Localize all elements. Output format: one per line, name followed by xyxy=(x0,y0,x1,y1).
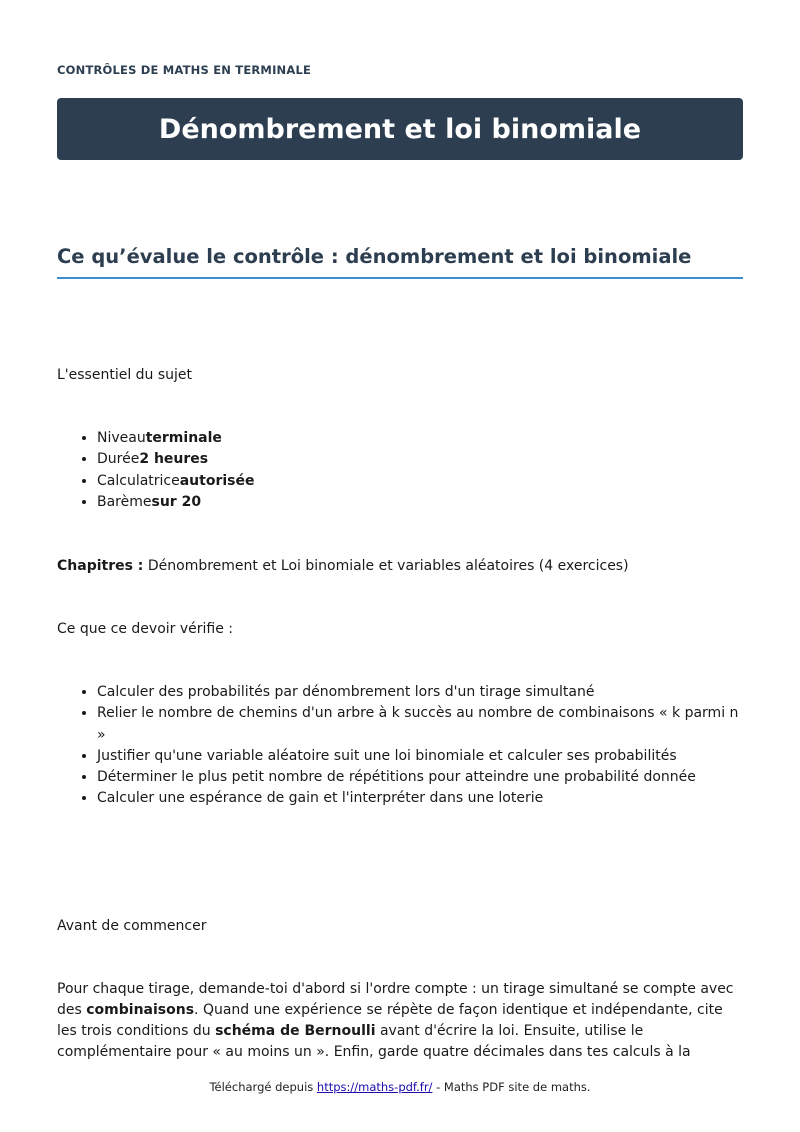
essential-name: Barème xyxy=(97,493,152,510)
list-item: • Relier le nombre de chemins d'un arbre à k succès au nombre de combinaisons « k parmi n » xyxy=(97,703,743,746)
title-banner xyxy=(57,98,743,160)
list-item: • Calculer une espérance de gain et l'interpréter dans une loterie xyxy=(97,788,743,809)
before-paragraph xyxy=(57,979,743,1063)
list-item: • Justifier qu'une variable aléatoire suit une loi binomiale et calculer ses probabilités xyxy=(97,746,743,767)
before-bold-1: combinaisons xyxy=(86,1002,195,1018)
page-footer xyxy=(0,1080,800,1094)
list-item xyxy=(97,428,255,449)
essential-value: terminale xyxy=(145,430,222,446)
before-text-2: . Quand une expérience se répète de façon identique et indépendante, cite les trois conditions du xyxy=(57,1002,723,1039)
page-title: Dénombrement et loi binomiale xyxy=(158,113,642,145)
essential-name: Calculatrice xyxy=(97,472,180,489)
footer-prefix: Téléchargé depuis xyxy=(209,1080,317,1094)
chapters-label: Chapitres : xyxy=(57,558,144,574)
checks-label: Ce que ce devoir vérifie : xyxy=(57,621,234,637)
before-label: Avant de commencer xyxy=(57,918,207,934)
essential-value: sur 20 xyxy=(151,493,202,510)
essential-name: Niveau xyxy=(97,430,146,446)
section-heading: Ce qu’évalue le contrôle : dénombrement et loi binomiale xyxy=(57,245,743,279)
list-item: • Déterminer le plus petit nombre de répétitions pour atteindre une probabilité donnée xyxy=(97,767,743,788)
chapters-line xyxy=(57,556,629,577)
essential-value: 2 heures xyxy=(139,451,209,468)
list-item: • Calculer des probabilités par dénombrement lors d'un tirage simultané xyxy=(97,682,743,703)
before-text-1: Pour chaque tirage, demande-toi d'abord si l'ordre compte : un tirage simultané se compte avec des xyxy=(57,981,734,1018)
before-text-3: avant d'écrire la loi. Ensuite, utilise le complémentaire pour « au moins un ». Enfin, garde quatre décimales dans tes calculs à la xyxy=(57,1023,691,1060)
before-bold-2: schéma de Bernoulli xyxy=(215,1023,376,1039)
page-kicker: CONTRÔLES DE MATHS EN TERMINALE xyxy=(57,63,312,77)
list-item xyxy=(97,492,255,513)
footer-suffix: - Maths PDF site de maths. xyxy=(432,1080,591,1094)
essentials-label: L'essentiel du sujet xyxy=(57,367,193,383)
list-item xyxy=(97,449,255,470)
checks-list xyxy=(57,682,743,810)
footer-link[interactable]: https://maths-pdf.fr/ xyxy=(316,1080,433,1094)
essentials-list xyxy=(57,428,255,513)
essential-value: autorisée xyxy=(179,472,255,489)
essential-name: Durée xyxy=(97,451,140,468)
list-item xyxy=(97,471,255,492)
chapters-text: Dénombrement et Loi binomiale et variables aléatoires (4 exercices) xyxy=(143,558,629,574)
